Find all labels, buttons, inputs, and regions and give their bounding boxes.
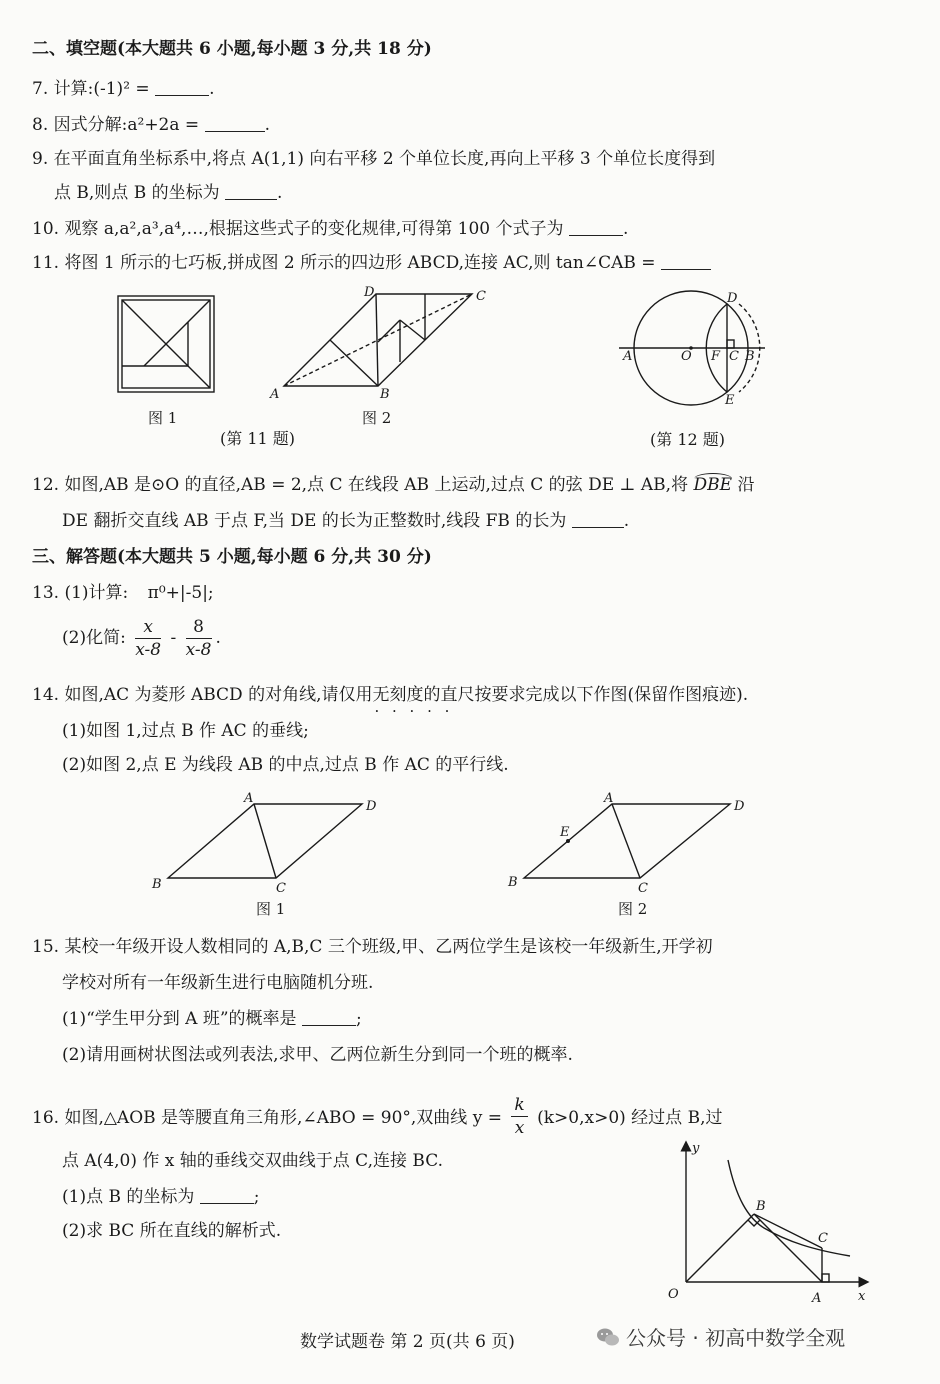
- q16-answer-blank[interactable]: [200, 1187, 254, 1204]
- question-16: [32, 1096, 722, 1141]
- fig11-label-C: C: [476, 289, 486, 304]
- q14-line1-a: 如图,AC 为菱形 ABCD 的对角线,请仅用: [64, 685, 373, 705]
- question-9: [32, 148, 715, 170]
- q11-figure-1-caption: 图 1: [148, 409, 178, 427]
- wechat-icon: [596, 1326, 620, 1348]
- q10-text: 观察 a,a²,a³,a⁴,…,根据这些式子的变化规律,可得第 100 个式子为: [64, 219, 564, 239]
- fig12-label-F: F: [711, 349, 721, 364]
- q11-figure-1-tangram: [118, 296, 214, 392]
- fig11-label-A: A: [270, 387, 280, 402]
- q14-number: 14.: [32, 685, 60, 705]
- q15-line1: 某校一年级开设人数相同的 A,B,C 三个班级,甲、乙两位学生是该校一年级新生,开学初: [64, 937, 713, 957]
- fig14-2-label-D: D: [734, 799, 745, 814]
- q12-figure-title: (第 12 题): [650, 430, 726, 449]
- fig14-2-label-B: B: [508, 875, 518, 890]
- q8-answer-blank[interactable]: [205, 115, 265, 132]
- fig16-label-x: x: [858, 1289, 866, 1304]
- q12-arc-dbe: DBE: [693, 475, 733, 495]
- q10-answer-blank[interactable]: [569, 219, 623, 236]
- q14-figure-2-rhombus: [506, 790, 756, 900]
- q8-text: 因式分解:a²+2a =: [53, 115, 200, 135]
- fig12-label-C: C: [729, 349, 739, 364]
- fig14-1-label-C: C: [276, 881, 286, 896]
- q16-part1: (1)点 B 的坐标为: [62, 1187, 195, 1207]
- watermark-text: 公众号 · 初高中数学全观: [626, 1326, 846, 1350]
- question-10: 10. 观察 a,a²,a³,a⁴,…,根据这些式子的变化规律,可得第 100 个式子为 .: [32, 219, 629, 239]
- q13-fraction-2: $\frac{8}{x-8}$: [185, 617, 212, 660]
- q11-text: 将图 1 所示的七巧板,拼成图 2 所示的四边形 ABCD,连接 AC,则 tan∠CAB =: [64, 253, 656, 273]
- q14-figure-1-caption: 图 1: [256, 900, 286, 918]
- q16-line1-b: (k>0,x>0) 经过点 B,过: [537, 1108, 723, 1128]
- fig16-label-A: A: [812, 1291, 822, 1306]
- q16-line2: 点 A(4,0) 作 x 轴的垂线交双曲线于点 C,连接 BC.: [62, 1151, 444, 1171]
- watermark: [596, 1322, 845, 1351]
- fig14-1-label-B: B: [152, 877, 162, 892]
- q11-figure-title: (第 11 题): [220, 429, 296, 448]
- q15-number: 15.: [32, 937, 60, 957]
- q14-emphasis-ruler: 无刻度的直尺 · · ·: [372, 685, 474, 705]
- question-14: [32, 684, 748, 706]
- q12-figure-circle: [615, 286, 775, 410]
- q16-line1-a: 如图,△AOB 是等腰直角三角形,∠ABO = 90°,双曲线 y =: [64, 1108, 502, 1128]
- q14-figure-1-rhombus: [150, 790, 390, 900]
- q12-line1-b: 沿: [737, 475, 755, 495]
- question-13-part2: (2)化简: $\frac{x}{x-8}$ - $\frac{8}{x-8}$ .: [62, 617, 221, 660]
- fig16-label-B: B: [756, 1199, 766, 1214]
- q12-answer-blank[interactable]: [572, 511, 624, 528]
- q14-line1-b: 按要求完成以下作图(保留作图痕迹).: [474, 685, 749, 705]
- q13-part1-expr: π⁰+|-5|;: [147, 583, 214, 603]
- fig12-label-B: B: [745, 349, 755, 364]
- q16-number: 16.: [32, 1108, 60, 1128]
- q7-number: 7.: [32, 79, 49, 99]
- q14-part2: (2)如图 2,点 E 为线段 AB 的中点,过点 B 作 AC 的平行线.: [62, 755, 509, 775]
- q9-answer-blank[interactable]: [225, 183, 277, 200]
- question-11: [32, 252, 711, 274]
- fig12-label-A: A: [623, 349, 633, 364]
- question-13: [32, 582, 214, 604]
- fig12-label-E: E: [725, 393, 735, 408]
- fig14-1-label-A: A: [244, 791, 254, 806]
- q7-text: 计算:(-1)² =: [53, 79, 150, 99]
- fig12-label-O: O: [681, 349, 692, 364]
- q15-part1: (1)“学生甲分到 A 班”的概率是: [62, 1009, 297, 1029]
- q14-figure-2-caption: 图 2: [618, 900, 648, 918]
- q11-figure-2-caption: 图 2: [362, 409, 392, 427]
- q13-part1: (1)计算:: [64, 583, 129, 603]
- q13-number: 13.: [32, 583, 60, 603]
- q15-part1-row: (1)“学生甲分到 A 班”的概率是 ;: [62, 1009, 362, 1029]
- q16-fraction-k-over-x: $\frac{k}{x}$: [511, 1094, 527, 1139]
- fig14-2-label-A: A: [604, 791, 614, 806]
- q12-line1-a: 如图,AB 是⊙O 的直径,AB = 2,点 C 在线段 AB 上运动,过点 C 的弦 DE ⊥ AB,将: [64, 475, 689, 495]
- question-7: 7. 计算:(-1)² = .: [32, 79, 215, 99]
- q9-number: 9.: [32, 149, 49, 169]
- q10-number: 10.: [32, 219, 60, 239]
- fig11-label-D: D: [364, 285, 375, 300]
- q9-line2: 点 B,则点 B 的坐标为: [54, 183, 220, 203]
- q16-figure-hyperbola: [664, 1142, 874, 1312]
- q11-number: 11.: [32, 253, 60, 273]
- q15-part2: (2)请用画树状图法或列表法,求甲、乙两位新生分到同一个班的概率.: [62, 1045, 573, 1065]
- fig14-1-label-D: D: [366, 799, 377, 814]
- fig12-label-D: D: [727, 291, 738, 306]
- q9-line1: 在平面直角坐标系中,将点 A(1,1) 向右平移 2 个单位长度,再向上平移 3 个单位长度得到: [53, 149, 716, 169]
- section-2-title: 二、填空题(本大题共 6 小题,每小题 3 分,共 18 分): [32, 39, 432, 59]
- q16-part1-row: (1)点 B 的坐标为 ;: [62, 1187, 260, 1207]
- fig16-label-y: y: [692, 1141, 700, 1156]
- question-12-cont: DE 翻折交直线 AB 于点 F,当 DE 的长为正整数时,线段 FB 的长为 .: [62, 511, 630, 531]
- fig11-label-B: B: [380, 387, 390, 402]
- q15-line2: 学校对所有一年级新生进行电脑随机分班.: [62, 973, 374, 993]
- q11-answer-blank[interactable]: [661, 253, 711, 270]
- q12-line2: DE 翻折交直线 AB 于点 F,当 DE 的长为正整数时,线段 FB 的长为: [62, 511, 567, 531]
- q7-answer-blank[interactable]: [155, 79, 209, 96]
- page-footer: 数学试题卷 第 2 页(共 6 页): [300, 1332, 515, 1352]
- q15-answer-blank[interactable]: [302, 1009, 356, 1026]
- q13-fraction-1: $\frac{x}{x-8}$: [135, 617, 162, 660]
- q13-part2: (2)化简:: [62, 628, 126, 648]
- fig16-label-O: O: [668, 1287, 679, 1302]
- q14-part1: (1)如图 1,过点 B 作 AC 的垂线;: [62, 721, 309, 741]
- question-8: 8. 因式分解:a²+2a = .: [32, 115, 270, 135]
- fig14-2-label-E: E: [560, 825, 570, 840]
- question-15: [32, 936, 713, 958]
- fig14-2-label-C: C: [638, 881, 648, 896]
- q11-figure-2-quadrilateral: [270, 286, 500, 406]
- fig16-label-C: C: [818, 1231, 828, 1246]
- q8-number: 8.: [32, 115, 49, 135]
- question-9-cont: 点 B,则点 B 的坐标为 .: [54, 183, 283, 203]
- q16-part2: (2)求 BC 所在直线的解析式.: [62, 1221, 282, 1241]
- question-12: [32, 474, 754, 496]
- q12-number: 12.: [32, 475, 60, 495]
- section-3-title: 三、解答题(本大题共 5 小题,每小题 6 分,共 30 分): [32, 547, 432, 567]
